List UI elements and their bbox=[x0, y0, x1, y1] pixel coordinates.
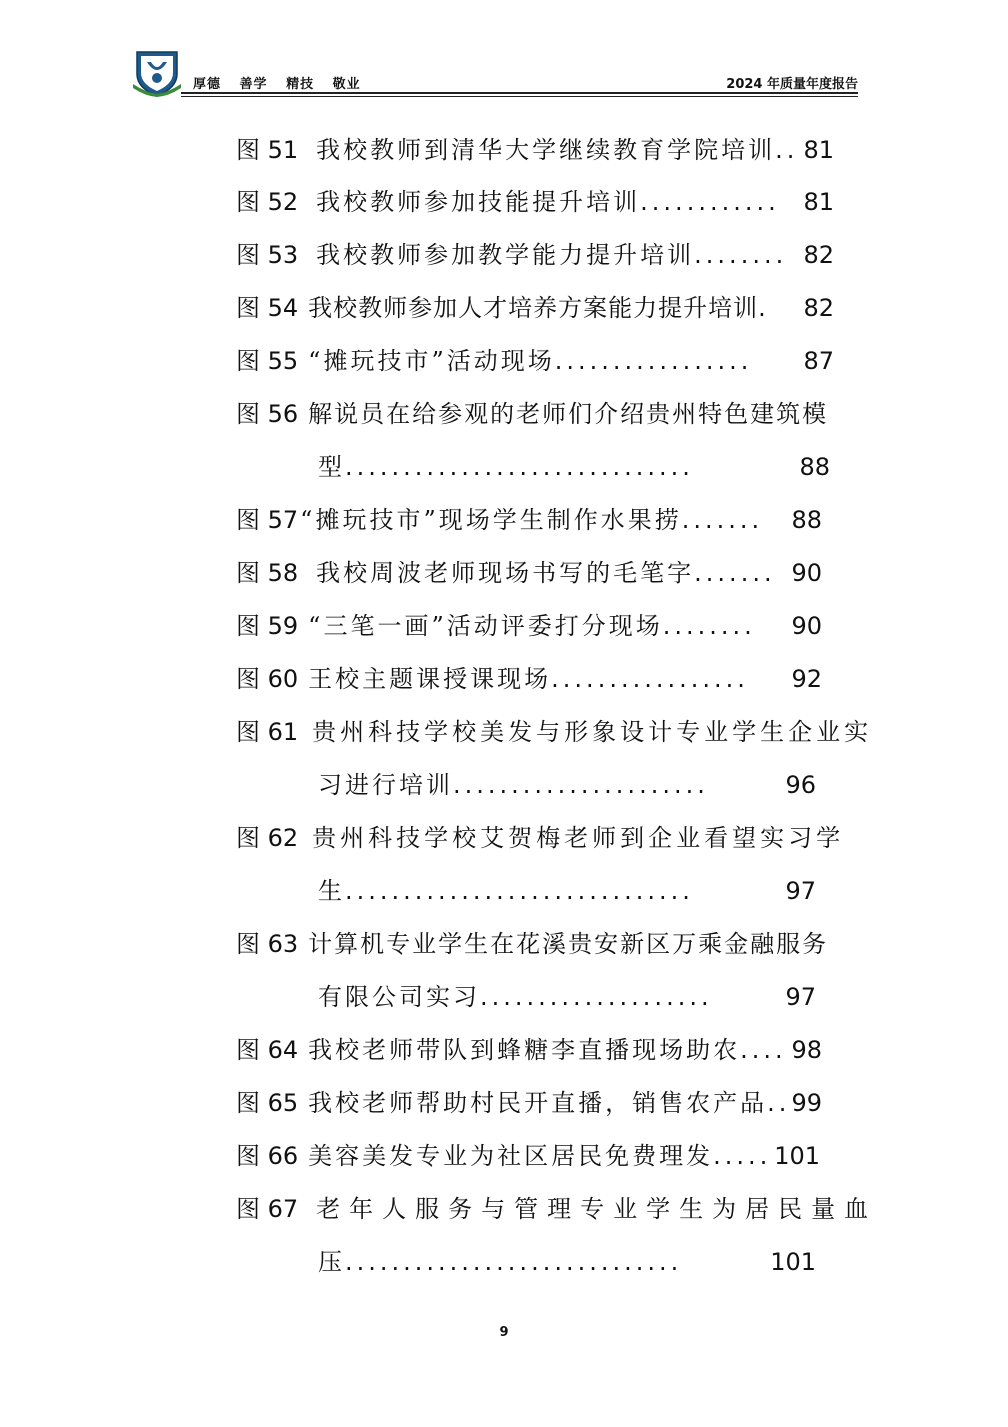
report-title: 2024 年质量年度报告 bbox=[726, 77, 858, 92]
dot-leader: ............................. bbox=[345, 1248, 683, 1276]
dot-leader: .. bbox=[767, 1089, 791, 1117]
figure-caption: 王校主题课授课现场 bbox=[308, 665, 552, 693]
figure-number: 图 54 bbox=[236, 294, 299, 322]
toc-entry[interactable] bbox=[236, 1192, 878, 1226]
figure-caption: 我校老师帮助村民开直播，销售农产品 bbox=[308, 1089, 768, 1117]
figure-caption: 解说员在给参观的老师们介绍贵州特色建筑模 bbox=[308, 400, 829, 428]
figure-caption: “摊玩技市”活动现场 bbox=[308, 347, 555, 375]
dot-leader: .. bbox=[775, 136, 799, 164]
page-ref: 96 bbox=[785, 771, 816, 799]
page-ref: 87 bbox=[803, 347, 834, 375]
dot-leader: ..... bbox=[713, 1142, 772, 1170]
motto-word: 精技 bbox=[286, 77, 315, 92]
figure-number: 图 64 bbox=[236, 1036, 299, 1064]
toc-entry[interactable] bbox=[236, 238, 834, 272]
dot-leader: ...................... bbox=[453, 771, 709, 799]
dot-leader: .................... bbox=[480, 983, 713, 1011]
figure-caption: 压 bbox=[318, 1248, 345, 1276]
toc-entry[interactable] bbox=[236, 1086, 822, 1120]
figure-number: 图 58 bbox=[236, 559, 299, 587]
dot-leader: ........ bbox=[694, 241, 788, 269]
toc-entry-continuation[interactable] bbox=[318, 1245, 816, 1279]
motto-word: 善学 bbox=[239, 77, 268, 92]
figure-number: 图 62 bbox=[236, 824, 299, 852]
dot-leader: .... bbox=[740, 1036, 787, 1064]
figure-caption: 我校老师带队到蜂糖李直播现场助农 bbox=[308, 1036, 741, 1064]
toc-entry-continuation[interactable] bbox=[318, 450, 830, 484]
figure-number: 图 52 bbox=[236, 188, 299, 216]
page-ref: 82 bbox=[803, 241, 834, 269]
motto-word: 厚德 bbox=[193, 77, 222, 92]
page-ref: 82 bbox=[803, 294, 834, 322]
toc-entry-continuation[interactable] bbox=[318, 980, 816, 1014]
figure-caption: 老年人服务与管理专业学生为居民量血 bbox=[316, 1195, 878, 1223]
dot-leader: ............ bbox=[640, 188, 780, 216]
toc-entry[interactable] bbox=[236, 291, 834, 325]
figure-caption: 计算机专业学生在花溪贵安新区万乘金融服务 bbox=[308, 930, 829, 958]
figure-caption: “摊玩技市”现场学生制作水果捞 bbox=[300, 506, 682, 534]
figure-caption: 我校教师到清华大学继续教育学院培训 bbox=[316, 136, 776, 164]
toc-entry[interactable] bbox=[236, 821, 856, 855]
figure-number: 图 65 bbox=[236, 1089, 299, 1117]
toc-entry[interactable] bbox=[236, 397, 856, 431]
dot-leader: . bbox=[758, 294, 770, 322]
page-ref: 97 bbox=[785, 877, 816, 905]
figure-number: 图 57 bbox=[236, 506, 299, 534]
page-ref: 97 bbox=[785, 983, 816, 1011]
figure-number: 图 55 bbox=[236, 347, 299, 375]
page-ref: 92 bbox=[791, 665, 822, 693]
figure-number: 图 66 bbox=[236, 1142, 299, 1170]
toc-entry[interactable] bbox=[236, 1033, 822, 1067]
motto-word: 敬业 bbox=[332, 77, 361, 92]
figure-caption: 贵州科技学校美发与形象设计专业学生企业实 bbox=[312, 718, 873, 746]
toc-entry[interactable] bbox=[236, 927, 856, 961]
dot-leader: ........ bbox=[662, 612, 756, 640]
toc-entry[interactable] bbox=[236, 556, 822, 590]
dot-leader: ................. bbox=[554, 347, 753, 375]
figure-caption: 贵州科技学校艾贺梅老师到企业看望实习学 bbox=[312, 824, 845, 852]
page-ref: 90 bbox=[791, 612, 822, 640]
figure-caption: 我校教师参加人才培养方案能力提升培训 bbox=[308, 294, 759, 322]
page-ref: 99 bbox=[791, 1089, 822, 1117]
toc-entry[interactable] bbox=[236, 503, 822, 537]
figure-caption: 习进行培训 bbox=[318, 771, 453, 799]
figure-caption: 生 bbox=[318, 877, 345, 905]
toc-entry[interactable] bbox=[236, 662, 822, 696]
figure-caption: 我校教师参加技能提升培训 bbox=[316, 188, 641, 216]
figure-number: 图 53 bbox=[236, 241, 299, 269]
page-ref: 81 bbox=[803, 136, 834, 164]
toc-entry[interactable] bbox=[236, 344, 834, 378]
figure-caption: 我校教师参加教学能力提升培训 bbox=[316, 241, 695, 269]
dot-leader: .............................. bbox=[345, 877, 694, 905]
dot-leader: ................. bbox=[551, 665, 749, 693]
page-ref: 88 bbox=[799, 453, 830, 481]
page-number: 9 bbox=[499, 1325, 509, 1340]
figure-caption: 我校周波老师现场书写的毛笔字 bbox=[316, 559, 695, 587]
toc-entry[interactable] bbox=[236, 715, 873, 749]
toc-entry[interactable] bbox=[236, 185, 834, 219]
toc-entry[interactable] bbox=[236, 609, 822, 643]
figure-number: 图 60 bbox=[236, 665, 299, 693]
page-ref: 98 bbox=[791, 1036, 822, 1064]
page-ref: 101 bbox=[770, 1248, 816, 1276]
page-ref: 81 bbox=[803, 188, 834, 216]
figure-number: 图 67 bbox=[236, 1195, 299, 1223]
toc-entry-continuation[interactable] bbox=[318, 768, 816, 802]
figure-number: 图 59 bbox=[236, 612, 299, 640]
toc-entry[interactable] bbox=[236, 133, 834, 167]
figure-caption: “三笔一画”活动评委打分现场 bbox=[308, 612, 663, 640]
figure-number: 图 51 bbox=[236, 136, 299, 164]
figure-caption: 型 bbox=[318, 453, 345, 481]
dot-leader: .............................. bbox=[345, 453, 694, 481]
toc-entry-continuation[interactable] bbox=[318, 874, 816, 908]
figure-number: 图 56 bbox=[236, 400, 299, 428]
dot-leader: ....... bbox=[681, 506, 764, 534]
figure-number: 图 61 bbox=[236, 718, 299, 746]
page-ref: 88 bbox=[791, 506, 822, 534]
figure-caption: 美容美发专业为社区居民免费理发 bbox=[308, 1142, 714, 1170]
figure-number: 图 63 bbox=[236, 930, 299, 958]
figure-caption: 有限公司实习 bbox=[318, 983, 480, 1011]
page-ref: 90 bbox=[791, 559, 822, 587]
toc-entry[interactable] bbox=[236, 1139, 820, 1173]
page-ref: 101 bbox=[774, 1142, 820, 1170]
dot-leader: ....... bbox=[694, 559, 776, 587]
